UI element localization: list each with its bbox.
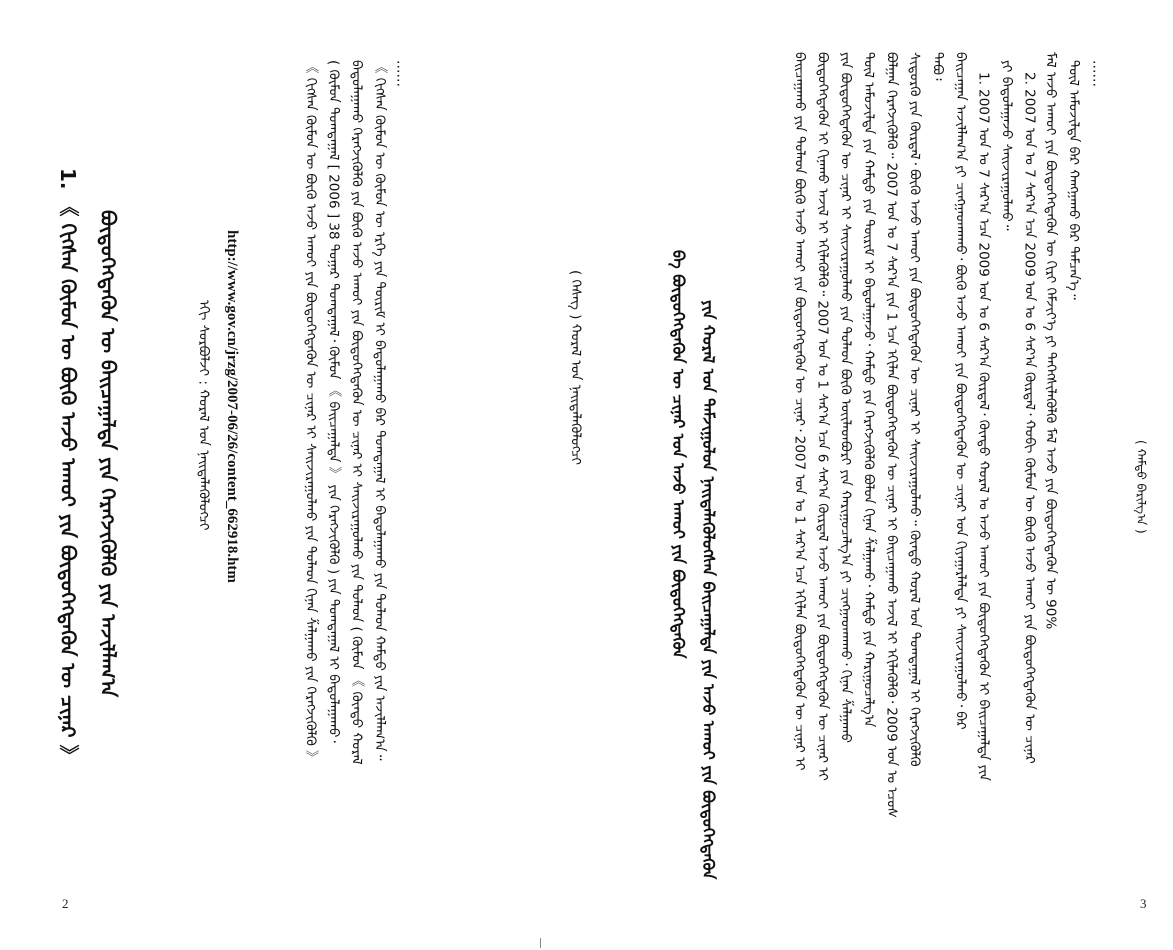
- left-subtitle-1: ᠶᠢᠨ ᠬᠤᠷᠠᠯ ᠤᠨ ᠳᠠᠮᠵᠢᠭᠤᠯᠤᠨ ᠨᠡᠢᠲᠡᠯᠡᠭᠦᠯᠦᠭᠰᠡᠨ ᠪᠠᠢᠴᠠᠭᠠᠯᠲᠠ ᠶᠢᠨ ᠠᠵᠤ ᠠᠬᠤᠢ ᠶᠢᠨ ᠪᠦᠲᠦᠭᠡᠭᠳᠡᠬᠦᠨ: [699, 300, 718, 880]
- right-col-2: 2. 2007 ᠣᠨ ᠤ 7 ᠰᠠᠷ᠎ᠠ ᠡᠴᠡ 2009 ᠣᠨ ᠤ 6 ᠰᠠᠷ᠎ᠠ ᠬᠦᠷᠲᠡᠯ᠂ ᠬᠤᠪᠢ ᠬᠦᠮᠦᠨ ᠦ ᠪᠦᠬᠦ ᠠᠵᠤ ᠠᠬᠤᠢ ᠶᠢᠨ ᠪᠦᠲᠦᠭᠡᠭᠳᠡᠬᠦᠨ ᠦ ᠴᠢᠨᠠᠷ: [1021, 72, 1038, 764]
- left-subtitle-2: ᠪᠠ ᠪᠦᠲᠦᠭᠡᠭᠳᠡᠬᠦᠨ ᠦ ᠴᠢᠨᠠᠷ ᠤᠨ ᠠᠵᠤ ᠠᠬᠤᠢ ᠶᠢᠨ ᠪᠦᠲᠦᠭᠡᠭᠳᠡᠬᠦᠨ: [669, 250, 688, 659]
- right-col-4: 1. 2007 ᠣᠨ ᠤ 7 ᠰᠠᠷ᠎ᠠ ᠡᠴᠡ 2009 ᠣᠨ ᠤ 6 ᠰᠠᠷ᠎ᠠ ᠬᠦᠷᠲᠡᠯ᠂ ᠬᠦᠨᠳᠦ ᠬᠤᠷᠠᠯ ᠤ ᠠᠵᠤ ᠠᠬᠤᠢ ᠶᠢᠨ ᠪᠦᠲᠦᠭᠡᠭᠳᠡᠬᠦᠨ ᠢ ᠪᠠᠢᠴᠠᠭᠠᠯᠲᠠ ᠶᠢᠨ: [975, 72, 992, 781]
- right-col-1: ᠮᠠᠯ ᠠᠵᠤ ᠠᠬᠤᠢ ᠶᠢᠨ ᠪᠦᠲᠦᠭᠡᠭᠳᠡᠬᠦᠨ ᠦ ᠬᠢᠷᠢ ᠬᠡᠮᠵᠢᠶ᠎ᠡ ᠶᠢ ᠳᠡᠭᠡᠭᠰᠢᠯᠡᠭᠦᠯᠬᠦ ᠮᠠᠯ ᠠᠵᠤ ᠶᠢᠨ ᠪᠦᠲᠦᠭᠡᠭᠳᠡᠬᠦᠨ ᠦ 90%: [1042, 52, 1059, 630]
- right-col-10: ᠶᠢᠨ ᠪᠦᠲᠦᠭᠡᠭᠳᠡᠬᠦᠨ ᠦ ᠴᠢᠨᠠᠷ ᠢ ᠰᠠᠢᠵᠢᠷᠠᠭᠤᠯᠬᠤ ᠶᠢᠨ ᠲᠤᠯᠠᠳ ᠪᠦᠬᠦ ᠦᠢᠯᠡᠳᠪᠦᠷᠢ ᠶᠢᠨ ᠬᠠᠷᠢᠭᠤᠴᠠᠯᠭ᠎ᠠ ᠶᠢ ᠴᠢᠩᠭᠠᠳᠬᠠᠬᠤ᠂ ᠬᠢᠨᠠᠨ ᠱᠠᠯᠭᠠᠬᠤ: [837, 52, 854, 743]
- left-ellipsis: ……: [393, 60, 410, 87]
- source-url: http://www.gov.cn/jrzg/2007-06/26/content_662918.htm: [224, 230, 240, 583]
- right-col-8: ᠪᠣᠯᠭᠠᠨ ᠬᠡᠷᠡᠭᠵᠢᠭᠦᠯᠬᠦ᠃ 2007 ᠣᠨ ᠤ 7 ᠰᠠᠷ᠎ᠠ ᠶᠢᠨ 1 ᠡᠴᠡ ᠡᠬᠢᠯᠡᠨ ᠪᠦᠲᠦᠭᠡᠭᠳᠡᠬᠦᠨ ᠦ ᠴᠢᠨᠠᠷ ᠢ ᠪᠠᠢᠴᠠᠭᠠᠬᠤ ᠠᠵᠢᠯ ᠢ ᠡᠬᠢᠯᠡᠭᠦᠯᠬᠦ᠂ 2009 ᠣᠨ ᠤ ᠡᠴᠦᠰ: [883, 52, 900, 819]
- right-col-9: ᠲᠦᠯ ᠠᠮᠤᠵᠢᠯᠲᠠ ᠶᠢᠨ ᠬᠠᠮᠲᠤ ᠶᠢᠨ ᠳᠦᠷᠢᠮ ᠢ ᠪᠠᠲᠤᠯᠠᠭᠠᠵᠤ᠂ ᠬᠠᠮᠲᠤ ᠶᠢᠨ ᠬᠡᠷᠡᠭᠵᠢᠭᠦᠯᠬᠦ ᠪᠤᠯᠤᠨ ᠬᠢᠨᠠᠨ ᠱᠠᠯᠭᠠᠬᠤ᠂ ᠬᠠᠮᠲᠤ ᠶᠢᠨ ᠬᠠᠷᠢᠭᠤᠴᠠᠯᠭ᠎ᠠ: [860, 52, 877, 728]
- left-col-1: ᠪᠠᠲᠤᠯᠠᠭᠠᠬᠤ ᠬᠡᠷᠡᠭᠵᠢᠭᠦᠯᠬᠦ ᠶᠢᠨ ᠪᠦᠬᠦ ᠠᠵᠤ ᠠᠬᠤᠢ ᠶᠢᠨ ᠪᠦᠲᠦᠭᠡᠭᠳᠡᠬᠦᠨ ᠦ ᠴᠢᠨᠠᠷ ᠢ ᠰᠠᠢᠵᠢᠷᠠᠭᠤᠯᠬᠤ ᠶᠢᠨ ᠲᠤᠯᠠᠳ ( ᠬᠦᠮᠦᠨ 《 ᠬᠦᠨᠳᠦ ᠬᠤᠷᠠᠯ: [348, 60, 365, 765]
- right-col-3: ᠶᠢ ᠪᠠᠲᠤᠯᠠᠭᠠᠵᠤ ᠰᠠᠢᠵᠢᠷᠠᠭᠤᠯᠬᠤ᠃: [998, 60, 1015, 231]
- right-ellipsis: ……: [1089, 60, 1106, 87]
- section-title-line-1: 1. 《 ᠬᠢᠭᠰᠡᠨ ᠬᠦᠮᠦᠨ ᠦ ᠪᠦᠬᠦ ᠠᠵᠤ ᠠᠬᠤᠢ ᠶᠢᠨ ᠪᠦᠲᠦᠭᠡᠭᠳᠡᠬᠦᠨ ᠦ ᠴᠢᠨᠠᠷ 》: [56, 168, 80, 765]
- right-col-0: ᠲᠦᠯ ᠠᠮᠤᠵᠢᠯᠲᠠ ᠪᠡᠷ ᠬᠠᠩᠭᠠᠬᠤ ᠪᠡᠷ ᠲᠡᠮᠴᠡᠨ᠎ᠡ᠃: [1065, 60, 1082, 300]
- left-page-number: 2: [62, 896, 69, 911]
- right-col-11: ᠪᠦᠲᠦᠭᠡᠭᠳᠡᠬᠦᠨ ᠢ ᠬᠢᠨᠠᠬᠤ ᠠᠵᠢᠯ ᠢ ᠡᠬᠢᠯᠡᠭᠦᠯᠬᠦ᠃ 2007 ᠣᠨ ᠤ 1 ᠰᠠᠷ᠎ᠠ ᠡᠴᠡ 6 ᠰᠠᠷ᠎ᠠ ᠬᠦᠷᠲᠡᠯ ᠠᠵᠤ ᠠᠬᠤᠢ ᠶᠢᠨ ᠪᠦᠲᠦᠭᠡᠭᠳᠡᠬᠦᠨ ᠦ ᠴᠢᠨᠠᠷ ᠢ: [814, 52, 831, 781]
- gutter-mark: [540, 938, 545, 948]
- section-title-line-2: ᠪᠦᠲᠦᠭᠡᠭᠳᠡᠬᠦᠨ ᠦ ᠪᠠᠢᠴᠠᠭᠠᠯᠲᠠ ᠶᠢᠨ ᠬᠡᠷᠡᠭᠵᠢᠭᠦᠯᠬᠦ ᠶᠢᠨ ᠠᠵᠢᠯᠯᠠᠭ᠎ᠠ: [96, 210, 120, 698]
- left-col-0: 《 ᠬᠢᠭᠰᠡᠨ ᠬᠦᠮᠦᠨ ᠦ ᠬᠦᠮᠦᠨ ᠦ ᠡᠷᠬᠡ ᠶᠢᠨ ᠳᠦᠷᠢᠮ ᠢ ᠪᠠᠲᠤᠯᠠᠭᠠᠬᠤ ᠪᠠᠷ ᠲᠤᠭᠳᠠᠭᠠᠯ ᠢ ᠪᠠᠲᠤᠯᠠᠭᠠᠬᠤ ᠶᠢᠨ ᠲᠤᠯᠠᠳ ᠬᠠᠮᠲᠤ ᠶᠢᠨ ᠠᠵᠢᠯᠯᠠᠭ᠎ᠠ᠃: [371, 60, 388, 761]
- right-page-number: 3: [1140, 896, 1147, 911]
- left-col-3: 《 ᠬᠢᠭᠰᠡᠨ ᠬᠦᠮᠦᠨ ᠦ ᠪᠦᠬᠦ ᠠᠵᠤ ᠠᠬᠤᠢ ᠶᠢᠨ ᠪᠦᠲᠦᠭᠡᠭᠳᠡᠬᠦᠨ ᠦ ᠴᠢᠨᠠᠷ ᠢ ᠰᠠᠢᠵᠢᠷᠠᠭᠤᠯᠬᠤ ᠶᠢᠨ ᠲᠤᠯᠠᠳ ᠬᠢᠨᠠᠨ ᠱᠠᠯᠭᠠᠬᠤ ᠶᠢᠨ ᠬᠡᠷᠡᠭᠵᠢᠭᠦᠯᠬᠦ 》: [302, 60, 319, 764]
- left-col-2: ( ᠬᠦᠮᠦᠨ ᠲᠤᠭᠳᠠᠭᠠᠯ [ 2006 ] 38 ᠳᠤᠭᠠᠷ ᠲᠤᠭᠳᠠᠭᠠᠯ᠂ ᠬᠦᠮᠦᠨ 《 ᠪᠠᠢᠴᠠᠭᠠᠯᠲᠠ 》 ᠶᠢᠨ ᠬᠡᠷᠡᠭᠵᠢᠭᠦᠯᠬᠦ ) ᠶᠢᠨ ᠲᠤᠭᠳᠠᠭᠠᠯ ᠢ ᠪᠠᠲᠤᠯᠠᠭᠠᠬᠤ᠂: [325, 60, 342, 743]
- right-col-5: ᠪᠠᠢᠴᠠᠭᠠᠨ ᠠᠵᠢᠯᠯᠠᠭ᠎ᠠ ᠶᠢ ᠴᠢᠩᠭᠠᠳᠬᠠᠬᠤ᠂ ᠪᠦᠬᠦ ᠠᠵᠤ ᠠᠬᠤᠢ ᠶᠢᠨ ᠪᠦᠲᠦᠭᠡᠭᠳᠡᠬᠦᠨ ᠦ ᠴᠢᠨᠠᠷ ᠤᠨ ᠬᠢᠶᠠᠭᠠᠷᠯᠠᠯᠲᠠ ᠶᠢ ᠰᠠᠢᠵᠢᠷᠠᠭᠤᠯᠬᠤ᠂ ᠪᠠᠷ: [952, 52, 969, 730]
- right-running-head: ( ᠬᠠᠮᠲᠤ ᠪᠠᠷᠢᠯᠭ᠎ᠠ ): [1134, 440, 1148, 534]
- right-col-7: ᠰᠢᠳᠦᠷᠬᠦ ᠶᠢᠨ ᠬᠦᠷᠲᠡᠯ᠂ ᠪᠦᠬᠦ ᠠᠵᠤ ᠠᠬᠤᠢ ᠶᠢᠨ ᠪᠦᠲᠦᠭᠡᠭᠳᠡᠬᠦᠨ ᠦ ᠴᠢᠨᠠᠷ ᠢ ᠰᠠᠢᠵᠢᠷᠠᠭᠤᠯᠬᠤ᠃ ᠬᠦᠨᠳᠦ ᠬᠤᠷᠠᠯ ᠤᠨ ᠲᠤᠭᠳᠠᠭᠠᠯ ᠢ ᠬᠡᠷᠡᠭᠵᠢᠭᠦᠯᠬᠦ: [906, 52, 923, 767]
- source-line: ᠡᠬᠢ ᠰᠤᠷᠪᠤᠯᠵᠢ : ᠬᠤᠷᠠᠯ ᠤᠨ ᠨᠡᠢᠲᠡᠯᠡᠭᠦᠯᠦᠭᠴᠢ: [195, 300, 212, 531]
- left-attribution: ( ᠬᠡᠰᠡᠭ ) ᠬᠤᠷᠠᠯ ᠤᠨ ᠨᠡᠢᠲᠡᠯᠡᠭᠦᠯᠦᠭᠴᠢ: [567, 270, 584, 466]
- right-col-6: ᠲᠠᠪᠤ᠄: [929, 52, 946, 81]
- right-col-12: ᠪᠠᠢᠴᠠᠭᠠᠬᠤ ᠶᠢᠨ ᠲᠤᠯᠠᠳ ᠪᠦᠬᠦ ᠠᠵᠤ ᠠᠬᠤᠢ ᠶᠢᠨ ᠪᠦᠲᠦᠭᠡᠭᠳᠡᠬᠦᠨ ᠦ ᠴᠢᠨᠠᠷ᠂ 2007 ᠣᠨ ᠤ 1 ᠰᠠᠷ᠎ᠠ ᠡᠴᠡ ᠡᠬᠢᠯᠡᠨ ᠪᠦᠲᠦᠭᠡᠭᠳᠡᠬᠦᠨ ᠦ ᠴᠢᠨᠠᠷ ᠢ: [791, 52, 808, 771]
